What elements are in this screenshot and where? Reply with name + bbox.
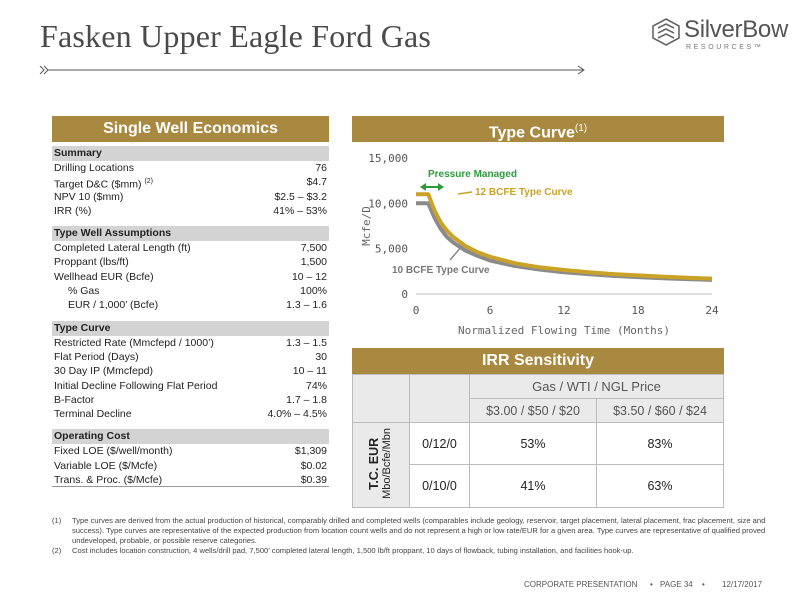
irr-row-axis-sub: Mbo/Bcfe/Mbn [381,428,393,499]
irr-row-label: 0/10/0 [410,465,470,508]
economics-row [52,161,329,175]
irr-corner-cell [353,375,410,399]
irr-price-header: Gas / WTI / NGL Price [470,375,724,399]
economics-row-value: 4.0% – 4.5% [267,408,327,421]
economics-row-value: $0.39 [300,474,327,487]
type-curve-chart [350,146,730,342]
economics-row [52,270,329,284]
footer-page: PAGE 34 [660,580,693,589]
economics-row-value: 1.3 – 1.6 [286,299,327,312]
economics-row-value: 1.7 – 1.8 [286,393,327,406]
economics-row [52,175,329,189]
irr-corner-cell [353,399,410,423]
footnote-text: Type curves are derived from the actual production of historical, comparably drilled and completed wells (comparables include geology, reservoir, target placement, lateral placement, frac placement, size and success). Type curves are representative of the expected production from location count wells and do not represent a high or low rate/EUR for a given area. Type curves are representative of qualified proved undeveloped, probable, or possible reserve categories. [72,516,766,545]
economics-row-label [54,161,134,175]
footer-bullet: • [650,580,653,589]
irr-price-col: $3.50 / $60 / $24 [597,399,724,423]
y-tick-label: 10,000 [368,197,408,211]
economics-section-title: Summary [52,146,329,161]
economics-row-value: 41% – 53% [273,204,327,217]
irr-row-axis-title: T.C. EUR [367,437,381,490]
economics-row [52,190,329,204]
x-tick-label: 18 [631,304,645,317]
footnote-text: Cost includes location construction, 4 wells/drill pad, 7,500’ completed lateral length, 1,500 lb/ft proppant, 10 days of flowback, tubing installation, and facilities hook-up. [72,546,634,555]
economics-row-label [54,284,100,298]
economics-table [52,146,329,487]
economics-row [52,350,329,364]
logo-name: SilverBow [684,16,788,43]
footnote [52,516,772,546]
x-tick-label: 24 [705,304,719,317]
economics-row-label [54,364,153,378]
logo-mark-icon [652,18,680,46]
economics-row [52,284,329,298]
economics-row [52,204,329,218]
economics-row-value: 10 – 12 [291,270,327,283]
footnote-number: (1) [52,516,62,525]
economics-row-value: 100% [300,285,327,298]
economics-row-label-text: Fixed LOE ($/well/month) [54,445,173,458]
economics-row-label [54,190,123,204]
section-gap [52,313,329,321]
company-logo [652,14,792,58]
economics-row-label [54,270,154,284]
economics-row-label-text: IRR (%) [54,204,92,217]
x-tick-label: 0 [412,304,420,317]
y-axis-label: Mcfe/D [360,206,373,246]
economics-row [52,241,329,255]
type-curve-footnote-ref: (1) [574,123,588,134]
section-gap [52,421,329,429]
economics-row-label [54,241,191,255]
irr-sensitivity-table [352,374,724,508]
economics-section-title: Type Well Assumptions [52,226,329,241]
economics-row-value: 74% [305,379,327,392]
economics-row-label-text: Wellhead EUR (Bcfe) [54,270,154,283]
footer-bullet: • [702,580,705,589]
economics-row-value: 1,500 [300,256,327,269]
economics-row [52,379,329,393]
irr-corner-cell [410,375,470,399]
irr-price-col: $3.00 / $50 / $20 [470,399,597,423]
x-tick-label: 12 [557,304,571,317]
footnote-number: (2) [52,546,62,555]
economics-row-label [54,255,129,269]
economics-row-value: 30 [315,350,327,363]
pressure-managed-label: Pressure Managed [428,169,517,180]
economics-row-label-text: Completed Lateral Length (ft) [54,242,191,255]
economics-row-label-text: Initial Decline Following Flat Period [54,379,218,392]
economics-row [52,336,329,350]
economics-row [52,444,329,458]
economics-row-value: $1,309 [294,445,327,458]
economics-row-label-text: Flat Period (Days) [54,350,139,363]
economics-row-label-text: EUR / 1,000’ (Bcfe) [68,299,159,312]
economics-row-label [54,444,172,458]
economics-section-title: Type Curve [52,321,329,336]
irr-cell: 53% [470,423,597,465]
curve-10-pointer [450,246,462,260]
y-tick-label: 5,000 [374,242,408,256]
economics-header: Single Well Economics [52,116,329,142]
economics-row [52,407,329,421]
irr-cell: 63% [597,465,724,508]
footnotes [52,516,772,556]
economics-row-label [54,350,139,364]
economics-row-label-text: 30 Day IP (Mmcfepd) [54,365,154,378]
economics-row-label [54,393,94,407]
irr-cell: 41% [470,465,597,508]
economics-row-label-text: Variable LOE ($/Mcfe) [54,459,158,472]
type-curve-header-text: Type Curve [488,124,575,142]
economics-section-title: Operating Cost [52,429,329,444]
economics-row-label [54,336,214,350]
y-tick-label: 15,000 [368,152,408,165]
irr-cell: 83% [597,423,724,465]
economics-row-label [54,459,157,473]
footnote [52,546,772,556]
economics-row [52,473,329,487]
economics-row-label [54,204,91,218]
irr-row-label: 0/12/0 [410,423,470,465]
economics-row-value: 7,500 [300,242,327,255]
pressure-managed-arrowhead-left [420,183,426,191]
economics-row-label [54,407,132,421]
economics-row-label-text: NPV 10 ($mm) [54,190,124,203]
economics-row-value: 10 – 11 [292,365,327,378]
economics-row-label-text: Proppant (lbs/ft) [54,256,129,269]
page-title: Fasken Upper Eagle Ford Gas [40,18,432,54]
economics-row-value: $2.5 – $3.2 [274,190,327,203]
economics-row-label-text: Trans. & Proc. ($/Mcfe) [54,474,163,487]
economics-row-label-text: Target D&C ($mm) [54,178,142,191]
irr-header: IRR Sensitivity [352,348,724,374]
section-gap [52,218,329,226]
economics-footnote-ref: (2) [144,178,153,186]
type-curve-header [352,116,724,142]
economics-row-value: 76 [315,162,327,174]
economics-row [52,298,329,312]
economics-row-label [54,175,153,189]
economics-row-value: 1.3 – 1.5 [286,336,327,349]
x-axis-label: Normalized Flowing Time (Months) [458,324,670,337]
economics-row [52,393,329,407]
economics-row-label-text: B-Factor [54,393,95,406]
economics-row-label-text: Drilling Locations [54,162,134,174]
economics-row-label-text: % Gas [68,285,100,298]
irr-row-axis [353,423,410,508]
x-tick-label: 6 [486,304,494,317]
economics-row-label [54,473,162,486]
logo-subtitle: RESOURCES™ [686,44,764,51]
header-arrow-rule [38,64,588,76]
economics-row-label-text: Terminal Decline [54,408,132,421]
economics-row [52,459,329,473]
economics-row-label [54,379,217,393]
economics-row-value: $4.7 [306,176,327,189]
curve-12-pointer [458,192,472,194]
economics-row-label-text: Restricted Rate (Mmcfepd / 1000’) [54,336,214,349]
pressure-managed-arrowhead-right [438,183,444,191]
economics-row [52,364,329,378]
footer-date: 12/17/2017 [722,580,763,589]
economics-row [52,255,329,269]
curve-10-label: 10 BCFE Type Curve [392,265,490,276]
irr-corner-cell [410,399,470,423]
curve-12-label: 12 BCFE Type Curve [475,187,573,198]
y-tick-label: 0 [401,288,408,301]
economics-row-value: $0.02 [300,459,327,472]
economics-row-label [54,298,158,312]
footer-label: CORPORATE PRESENTATION [524,580,638,589]
